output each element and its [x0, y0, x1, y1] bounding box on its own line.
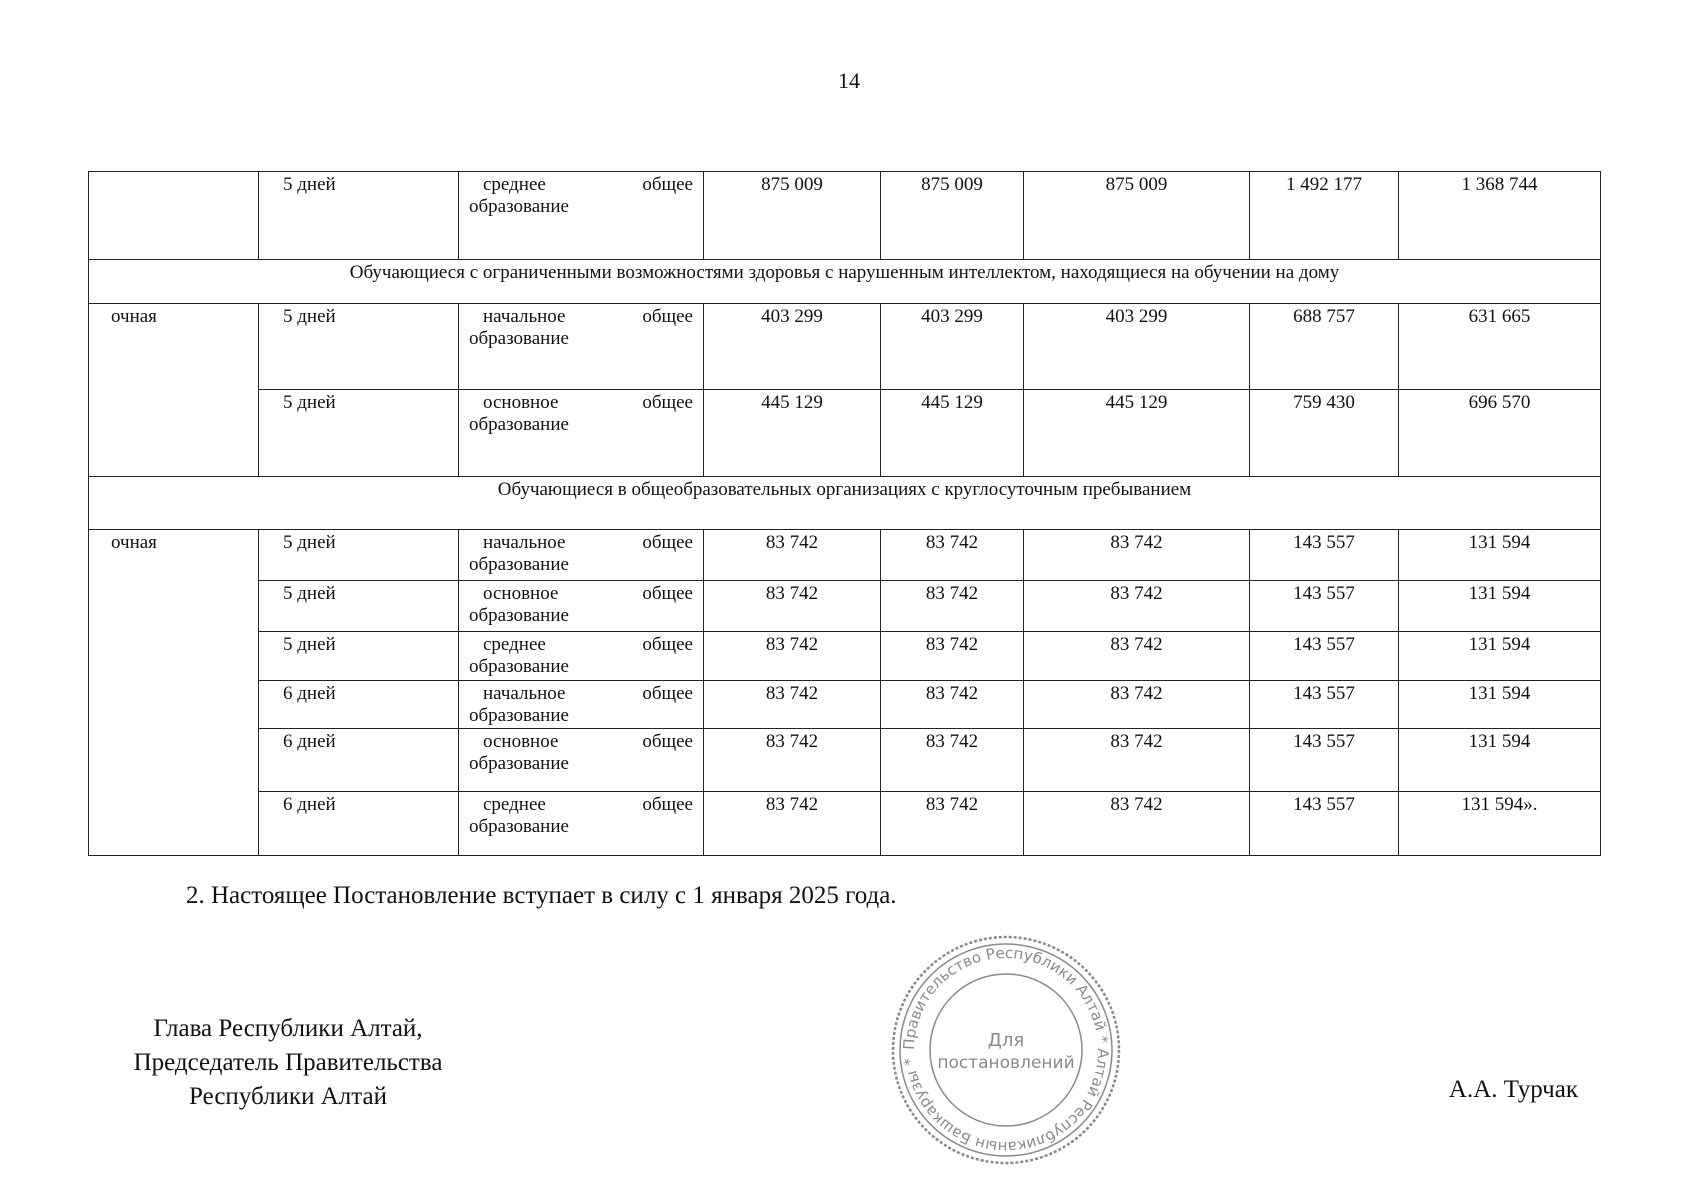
signatory-title-line: Председатель Правительства — [133, 1049, 443, 1076]
level-education: образование — [469, 656, 569, 677]
form-cell — [89, 172, 259, 260]
days-cell: 6 дней — [259, 792, 459, 856]
level-education: образование — [469, 753, 569, 774]
education-level-cell — [459, 681, 704, 729]
value-cell: 83 742 — [1024, 632, 1250, 681]
signatory-title-line: Глава Республики Алтай, — [153, 1015, 423, 1042]
value-cell: 403 299 — [704, 304, 881, 390]
value-cell: 83 742 — [1024, 581, 1250, 632]
level-general: общее — [642, 306, 693, 327]
value-cell: 83 742 — [881, 681, 1024, 729]
table-row — [89, 792, 1601, 856]
value-cell: 875 009 — [881, 172, 1024, 260]
education-level-cell — [459, 530, 704, 581]
value-cell: 403 299 — [1024, 304, 1250, 390]
days-cell: 5 дней — [259, 390, 459, 477]
value-cell: 83 742 — [881, 530, 1024, 581]
value-cell: 143 557 — [1250, 681, 1399, 729]
value-cell: 875 009 — [704, 172, 881, 260]
level-education: образование — [469, 328, 569, 349]
form-cell: очная — [89, 304, 259, 477]
education-level-cell — [459, 792, 704, 856]
level-general: общее — [642, 174, 693, 195]
value-cell: 445 129 — [881, 390, 1024, 477]
level-word: среднее — [483, 634, 546, 655]
value-cell: 143 557 — [1250, 729, 1399, 792]
level-education: образование — [469, 705, 569, 726]
education-level-cell — [459, 632, 704, 681]
value-cell: 1 368 744 — [1399, 172, 1601, 260]
value-cell: 83 742 — [1024, 729, 1250, 792]
rates-table — [88, 171, 1601, 856]
value-cell: 131 594». — [1399, 792, 1601, 856]
level-general: общее — [642, 731, 693, 752]
value-cell: 131 594 — [1399, 632, 1601, 681]
seal-center-line: постановлений — [937, 1053, 1075, 1073]
section-heading-row — [89, 477, 1601, 530]
value-cell: 143 557 — [1250, 792, 1399, 856]
level-word: основное — [483, 731, 559, 752]
signatory-name: А.А. Турчак — [1448, 1076, 1578, 1103]
level-education: образование — [469, 414, 569, 435]
section-heading: Обучающиеся в общеобразовательных организациях с круглосуточным пребыванием — [89, 477, 1601, 530]
table-body — [89, 172, 1601, 856]
value-cell: 83 742 — [704, 530, 881, 581]
level-general: общее — [642, 392, 693, 413]
value-cell: 83 742 — [704, 632, 881, 681]
level-education: образование — [469, 196, 569, 217]
value-cell: 131 594 — [1399, 581, 1601, 632]
seal-center-line: Для — [987, 1030, 1025, 1051]
value-cell: 696 570 — [1399, 390, 1601, 477]
value-cell: 143 557 — [1250, 632, 1399, 681]
signatory-title — [108, 1012, 468, 1114]
effective-date-clause: 2. Настоящее Постановление вступает в силу с 1 января 2025 года. — [186, 882, 897, 909]
table-row — [89, 681, 1601, 729]
value-cell: 143 557 — [1250, 581, 1399, 632]
table-row — [89, 390, 1601, 477]
level-education: образование — [469, 554, 569, 575]
seal-outer-text-path: Правительство Республики Алтай * Алтай Республиканын Башкарузы * — [899, 943, 1113, 1157]
table-row — [89, 530, 1601, 581]
level-general: общее — [642, 583, 693, 604]
value-cell: 83 742 — [881, 729, 1024, 792]
value-cell: 759 430 — [1250, 390, 1399, 477]
education-level-cell — [459, 729, 704, 792]
value-cell: 403 299 — [881, 304, 1024, 390]
value-cell: 83 742 — [1024, 530, 1250, 581]
table-row — [89, 172, 1601, 260]
level-word: среднее — [483, 174, 546, 195]
value-cell: 83 742 — [881, 632, 1024, 681]
level-general: общее — [642, 634, 693, 655]
page-number: 14 — [838, 68, 860, 93]
level-general: общее — [642, 683, 693, 704]
level-general: общее — [642, 532, 693, 553]
value-cell: 1 492 177 — [1250, 172, 1399, 260]
days-cell: 5 дней — [259, 172, 459, 260]
value-cell: 688 757 — [1250, 304, 1399, 390]
level-word: начальное — [483, 683, 566, 704]
value-cell: 83 742 — [704, 681, 881, 729]
education-level-cell — [459, 304, 704, 390]
form-cell: очная — [89, 530, 259, 856]
level-word: начальное — [483, 532, 566, 553]
value-cell: 83 742 — [704, 729, 881, 792]
days-cell: 6 дней — [259, 681, 459, 729]
section-heading-row — [89, 260, 1601, 304]
level-general: общее — [642, 794, 693, 815]
signatory-title-line: Республики Алтай — [189, 1083, 387, 1110]
days-cell: 6 дней — [259, 729, 459, 792]
level-word: начальное — [483, 306, 566, 327]
value-cell: 83 742 — [1024, 681, 1250, 729]
value-cell: 83 742 — [1024, 792, 1250, 856]
table-row — [89, 304, 1601, 390]
value-cell: 83 742 — [704, 581, 881, 632]
value-cell: 131 594 — [1399, 729, 1601, 792]
level-word: основное — [483, 583, 559, 604]
education-level-cell — [459, 390, 704, 477]
days-cell: 5 дней — [259, 632, 459, 681]
value-cell: 875 009 — [1024, 172, 1250, 260]
level-education: образование — [469, 816, 569, 837]
value-cell: 83 742 — [704, 792, 881, 856]
official-seal — [890, 934, 1122, 1166]
value-cell: 445 129 — [1024, 390, 1250, 477]
value-cell: 131 594 — [1399, 530, 1601, 581]
value-cell: 631 665 — [1399, 304, 1601, 390]
days-cell: 5 дней — [259, 530, 459, 581]
level-education: образование — [469, 605, 569, 626]
table-row — [89, 729, 1601, 792]
value-cell: 83 742 — [881, 581, 1024, 632]
days-cell: 5 дней — [259, 304, 459, 390]
value-cell: 445 129 — [704, 390, 881, 477]
table-row — [89, 581, 1601, 632]
table-row — [89, 632, 1601, 681]
education-level-cell — [459, 581, 704, 632]
level-word: основное — [483, 392, 559, 413]
value-cell: 143 557 — [1250, 530, 1399, 581]
education-level-cell — [459, 172, 704, 260]
level-word: среднее — [483, 794, 546, 815]
days-cell: 5 дней — [259, 581, 459, 632]
value-cell: 83 742 — [881, 792, 1024, 856]
section-heading: Обучающиеся с ограниченными возможностями здоровья с нарушенным интеллектом, находящиеся на обучении на дому — [89, 260, 1601, 304]
value-cell: 131 594 — [1399, 681, 1601, 729]
